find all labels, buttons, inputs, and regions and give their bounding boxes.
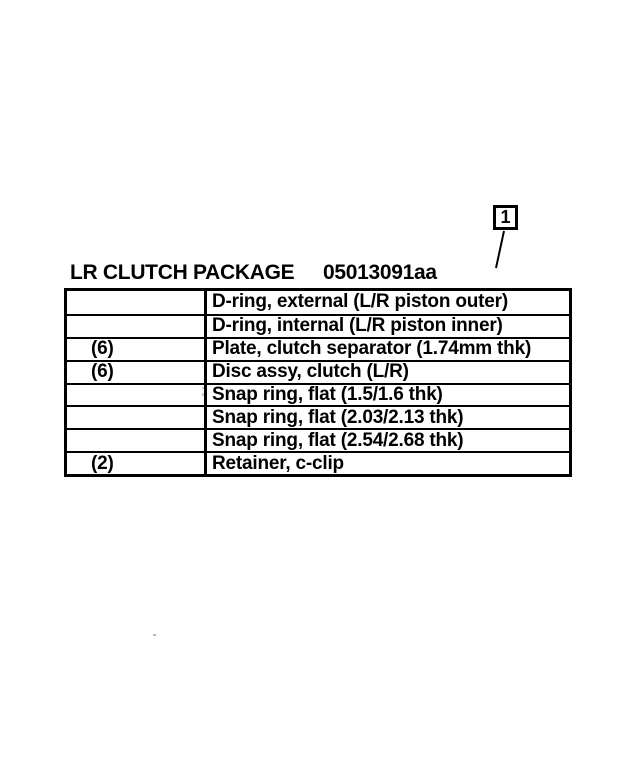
table-row	[67, 405, 569, 428]
callout-label: 1	[500, 207, 511, 227]
header-line	[70, 261, 470, 286]
description-cell: Snap ring, flat (2.03/2.13 thk)	[212, 407, 464, 428]
qty-cell: (2)	[67, 453, 207, 474]
qty-cell	[67, 385, 207, 406]
table-row	[67, 383, 569, 406]
table-row	[67, 451, 569, 474]
table-row	[67, 428, 569, 451]
scan-artifact-dot	[153, 634, 156, 636]
table-row	[67, 314, 569, 337]
table-row	[67, 360, 569, 383]
description-cell: Retainer, c-clip	[212, 453, 344, 474]
qty-cell: (6)	[67, 339, 207, 360]
description-cell: Snap ring, flat (1.5/1.6 thk)	[212, 384, 443, 405]
scan-artifact-dot	[202, 393, 204, 396]
part-number: 05013091aa	[323, 261, 437, 284]
qty-cell	[67, 430, 207, 451]
qty-cell	[67, 407, 207, 428]
description-cell: D-ring, external (L/R piston outer)	[212, 291, 508, 313]
description-cell: Plate, clutch separator (1.74mm thk)	[212, 338, 532, 360]
scan-artifact-dot	[202, 387, 204, 389]
callout-box	[493, 205, 518, 230]
callout-leader-line	[490, 228, 510, 273]
document-title: LR CLUTCH PACKAGE	[70, 261, 295, 284]
table-row	[67, 291, 569, 314]
qty-cell: (6)	[67, 362, 207, 383]
description-cell: D-ring, internal (L/R piston inner)	[212, 315, 503, 337]
description-cell: Disc assy, clutch (L/R)	[212, 361, 409, 383]
table-row	[67, 337, 569, 360]
qty-cell	[67, 316, 207, 337]
description-cell: Snap ring, flat (2.54/2.68 thk)	[212, 430, 464, 451]
parts-table	[64, 288, 572, 477]
qty-cell	[67, 291, 207, 314]
